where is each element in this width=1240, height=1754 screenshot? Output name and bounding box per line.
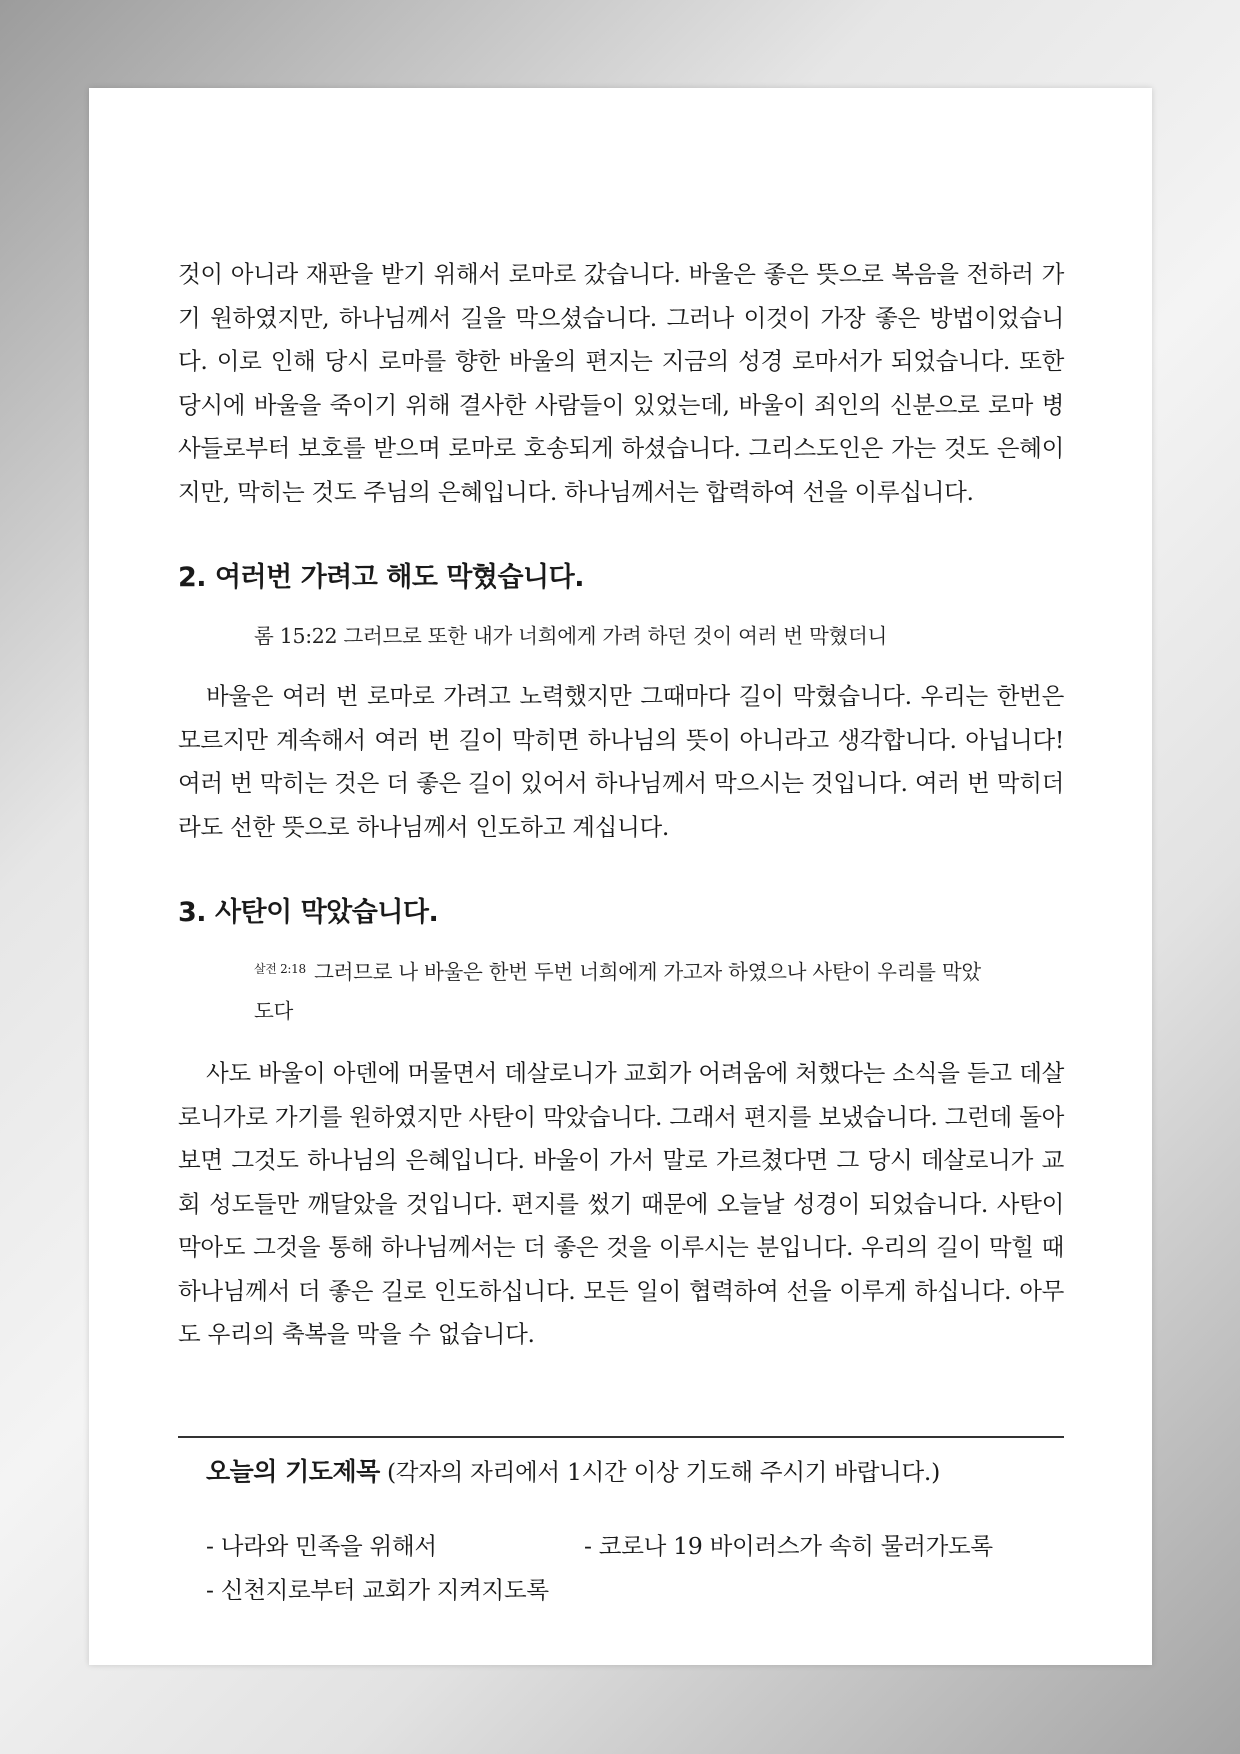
prayer-item-nation: - 나라와 민족을 위해서 xyxy=(206,1531,437,1560)
section-3-heading: 3. 사탄이 막았습니다. xyxy=(178,897,439,928)
page-content xyxy=(178,152,1064,1614)
prayer-divider xyxy=(178,1436,1064,1438)
prayer-section xyxy=(178,1454,1064,1614)
section-3-paragraph: 사도 바울이 아덴에 머물면서 데살로니가 교회가 어려움에 처했다는 소식을 듣고 데살로니가로 가기를 원하였지만 사탄이 막았습니다. 그래서 편지를 보냈습니다. 그런데 돌아보면 그것도 하나님의 은혜입니다. 바울이 가서 말로 가르쳤다면 그 당시 데살로니가 교회 성도들만 깨달았을 것입니다. 편지를 썼기 때문에 오늘날 성경이 되었습니다. 사탄이 막아도 그것을 통해 하나님께서는 더 좋은 것을 이루시는 분입니다. 우리의 길이 막힐 때 하나님께서 더 좋은 길로 인도하십니다. 모든 일이 협력하여 선을 이루게 하십니다. 아무도 우리의 축복을 막을 수 없습니다. xyxy=(178,1059,1064,1348)
section-2-paragraph: 바울은 여러 번 로마로 가려고 노력했지만 그때마다 길이 막혔습니다. 우리는 한번은 모르지만 계속해서 여러 번 길이 막히면 하나님의 뜻이 아니라고 생각합니다. 아닙니다! 여러 번 막히는 것은 더 좋은 길이 있어서 하나님께서 막으시는 것입니다. 여러 번 막히더라도 선한 뜻으로 하나님께서 인도하고 계십니다. xyxy=(178,682,1064,841)
section-3-verse-text: 그러므로 나 바울은 한번 두번 너희에게 가고자 하였으나 사탄이 우리를 막았도다 xyxy=(254,960,981,1023)
section-2-verse: 롬 15:22 그러므로 또한 내가 너희에게 가려 하던 것이 여러 번 막혔더니 xyxy=(254,624,888,648)
section-3-verse xyxy=(178,950,1064,1031)
prayer-item-corona: - 코로나 19 바이러스가 속히 물러가도록 xyxy=(584,1531,993,1560)
prayer-subtitle: (각자의 자리에서 1시간 이상 기도해 주시기 바랍니다.) xyxy=(386,1457,940,1486)
prayer-title: 오늘의 기도제목 xyxy=(206,1456,380,1486)
intro-paragraph: 것이 아니라 재판을 받기 위해서 로마로 갔습니다. 바울은 좋은 뜻으로 복음을 전하러 가기 원하였지만, 하나님께서 길을 막으셨습니다. 그러나 이것이 가장 좋은 방법이었습니다. 이로 인해 당시 로마를 향한 바울의 편지는 지금의 성경 로마서가 되었습니다. 또한 당시에 바울을 죽이기 위해 결사한 사람들이 있었는데, 바울이 죄인의 신분으로 로마 병사들로부터 보호를 받으며 로마로 호송되게 하셨습니다. 그리스도인은 가는 것도 은혜이지만, 막히는 것도 주님의 은혜입니다. 하나님께서는 합력하여 선을 이루십니다. xyxy=(178,260,1064,506)
section-2-heading: 2. 여러번 가려고 해도 막혔습니다. xyxy=(178,562,584,593)
document-page xyxy=(89,88,1152,1665)
section-3-verse-reference: 살전 2:18 xyxy=(254,962,306,976)
prayer-title-line xyxy=(206,1454,1064,1490)
prayer-item-church: - 신천지로부터 교회가 지켜지도록 xyxy=(206,1575,549,1604)
prayer-list xyxy=(206,1524,1064,1614)
